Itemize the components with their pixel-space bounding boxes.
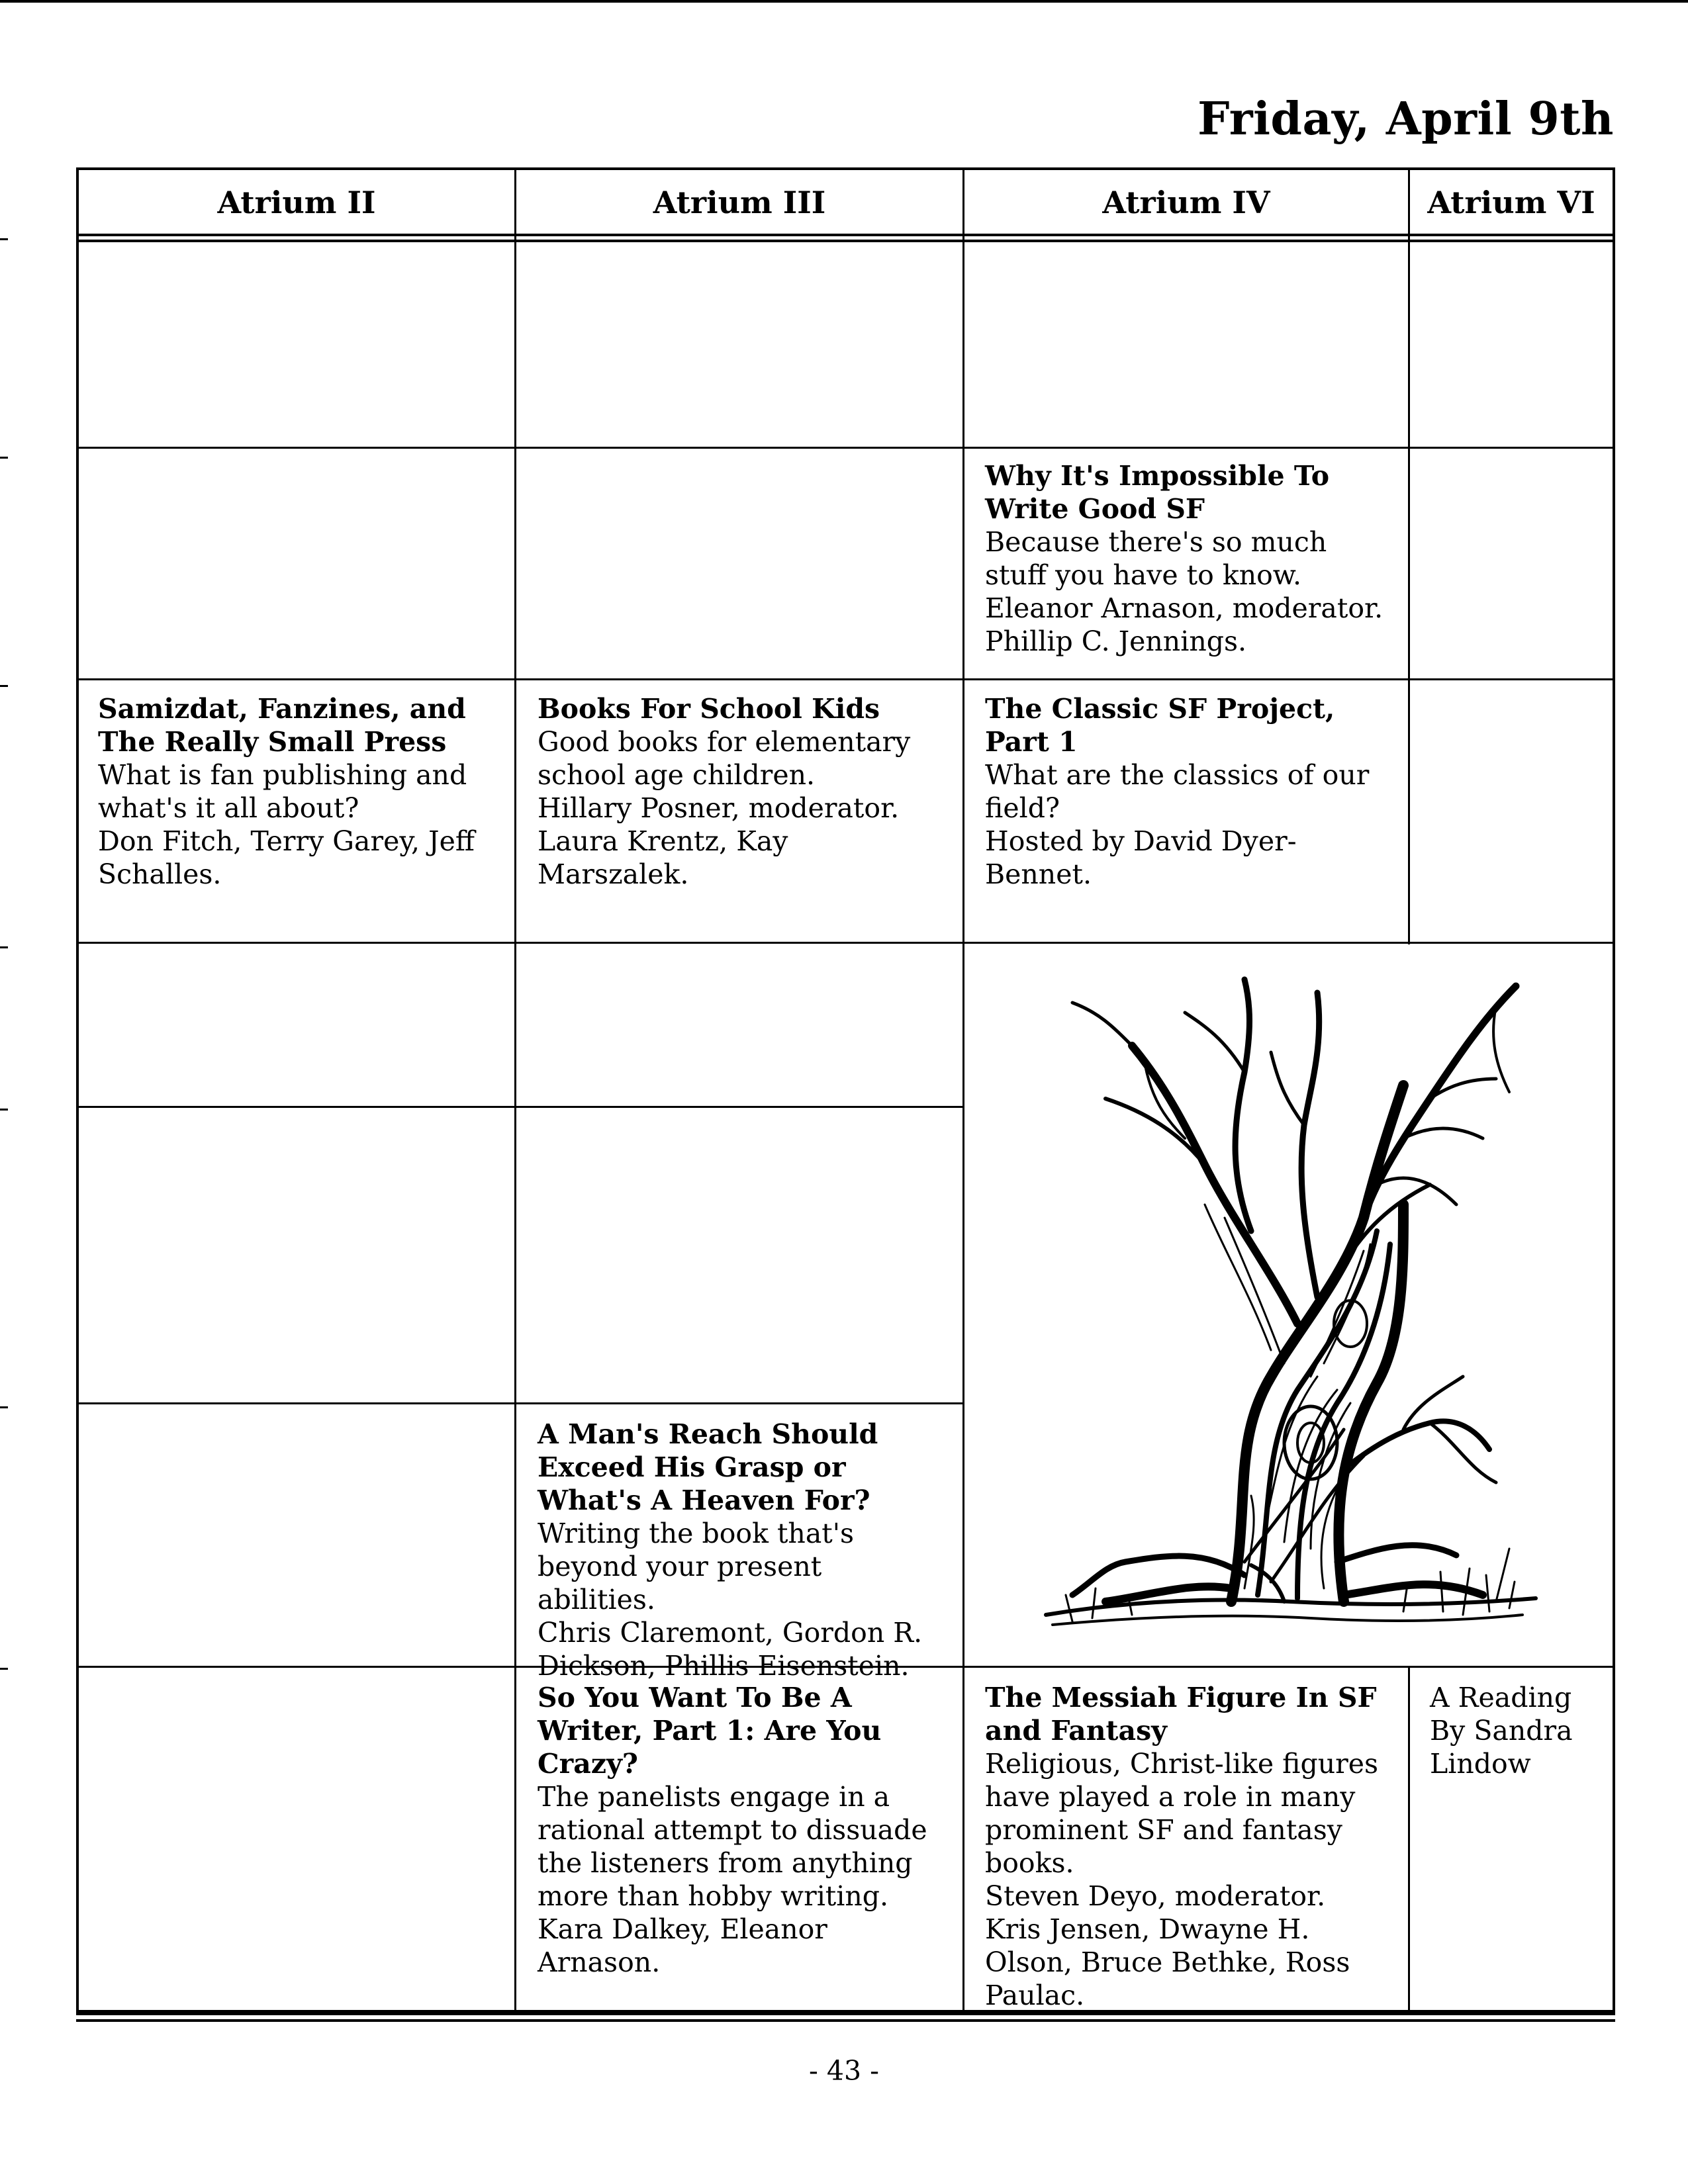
margin-mark (0, 1109, 8, 1111)
event-panelists: Kara Dalkey, Eleanor Arnason. (538, 1913, 827, 1978)
column-divider (1408, 1666, 1410, 2010)
column-header-atrium-iii: Atrium III (653, 185, 826, 220)
event-title: The Classic SF Project, Part 1 (985, 693, 1335, 758)
column-header-atrium-iv: Atrium IV (1102, 185, 1270, 220)
column-divider (1408, 170, 1410, 944)
row-divider (79, 1402, 964, 1404)
event-description: Writing the book that's beyond your present abilities. (538, 1518, 855, 1615)
event-description: Good books for elementary school age children. (538, 726, 911, 791)
event-panelists: Hillary Posner, moderator. Laura Krentz, Kay Marszalek. (538, 792, 900, 890)
event-panelists: Steven Deyo, moderator. Kris Jensen, Dwayne H. Olson, Bruce Bethke, Ross Paulac. (985, 1880, 1350, 2011)
bottom-rule (76, 2019, 1615, 2022)
margin-mark (0, 238, 8, 240)
event-why-impossible-sf (985, 459, 1395, 658)
row-divider (79, 1106, 964, 1108)
event-classic-sf-project (985, 692, 1395, 891)
event-description: What is fan publishing and what's it all about? (98, 759, 467, 824)
margin-mark (0, 1668, 8, 1670)
event-panelists: Hosted by David Dyer-Bennet. (985, 825, 1297, 890)
row-divider (79, 447, 1613, 449)
event-title: A Reading By Sandra Lindow (1430, 1682, 1573, 1780)
column-divider (514, 170, 516, 2010)
column-header-atrium-ii: Atrium II (217, 185, 376, 220)
page-title: Friday, April 9th (1197, 93, 1614, 146)
event-title: Samizdat, Fanzines, and The Really Small Press (98, 693, 466, 758)
event-panelists: Chris Claremont, Gordon R. Dickson, Phillis Eisenstein. (538, 1617, 923, 1682)
event-panelists: Don Fitch, Terry Garey, Jeff Schalles. (98, 825, 475, 890)
margin-mark (0, 946, 8, 948)
page-number: - 43 - (809, 2055, 879, 2087)
event-reading-sandra-lindow (1430, 1681, 1609, 1780)
header-double-rule (79, 234, 1613, 242)
event-messiah-figure (985, 1681, 1382, 2012)
event-title: A Man's Reach Should Exceed His Grasp or What's A Heaven For? (538, 1418, 878, 1516)
event-title: The Messiah Figure In SF and Fantasy (985, 1682, 1377, 1747)
event-samizdat (98, 692, 495, 891)
column-divider (962, 170, 964, 2010)
event-description: The panelists engage in a rational attempt to dissuade the listeners from anything more than hobby writing. (538, 1781, 927, 1912)
margin-mark (0, 457, 8, 459)
margin-mark (0, 1406, 8, 1408)
event-books-for-school-kids (538, 692, 928, 891)
event-title: Why It's Impossible To Write Good SF (985, 460, 1330, 525)
event-so-you-want-to-be-a-writer (538, 1681, 948, 1979)
top-rule (0, 0, 1688, 3)
event-panelists: Eleanor Arnason, moderator. Phillip C. Jennings. (985, 592, 1383, 657)
event-title: Books For School Kids (538, 693, 880, 725)
row-divider (79, 942, 1613, 944)
event-description: Religious, Christ-like figures have played a role in many prominent SF and fantasy books. (985, 1748, 1379, 1879)
event-title: So You Want To Be A Writer, Part 1: Are You Crazy? (538, 1682, 882, 1780)
row-divider (79, 678, 1613, 680)
event-description: What are the classics of our field? (985, 759, 1370, 824)
gnarled-tree-icon (1033, 966, 1549, 1641)
column-header-atrium-vi: Atrium VI (1427, 185, 1595, 220)
margin-mark (0, 685, 8, 687)
event-mans-reach (538, 1418, 941, 1682)
bottom-rule (76, 2013, 1615, 2015)
event-description: Because there's so much stuff you have to know. (985, 526, 1327, 591)
